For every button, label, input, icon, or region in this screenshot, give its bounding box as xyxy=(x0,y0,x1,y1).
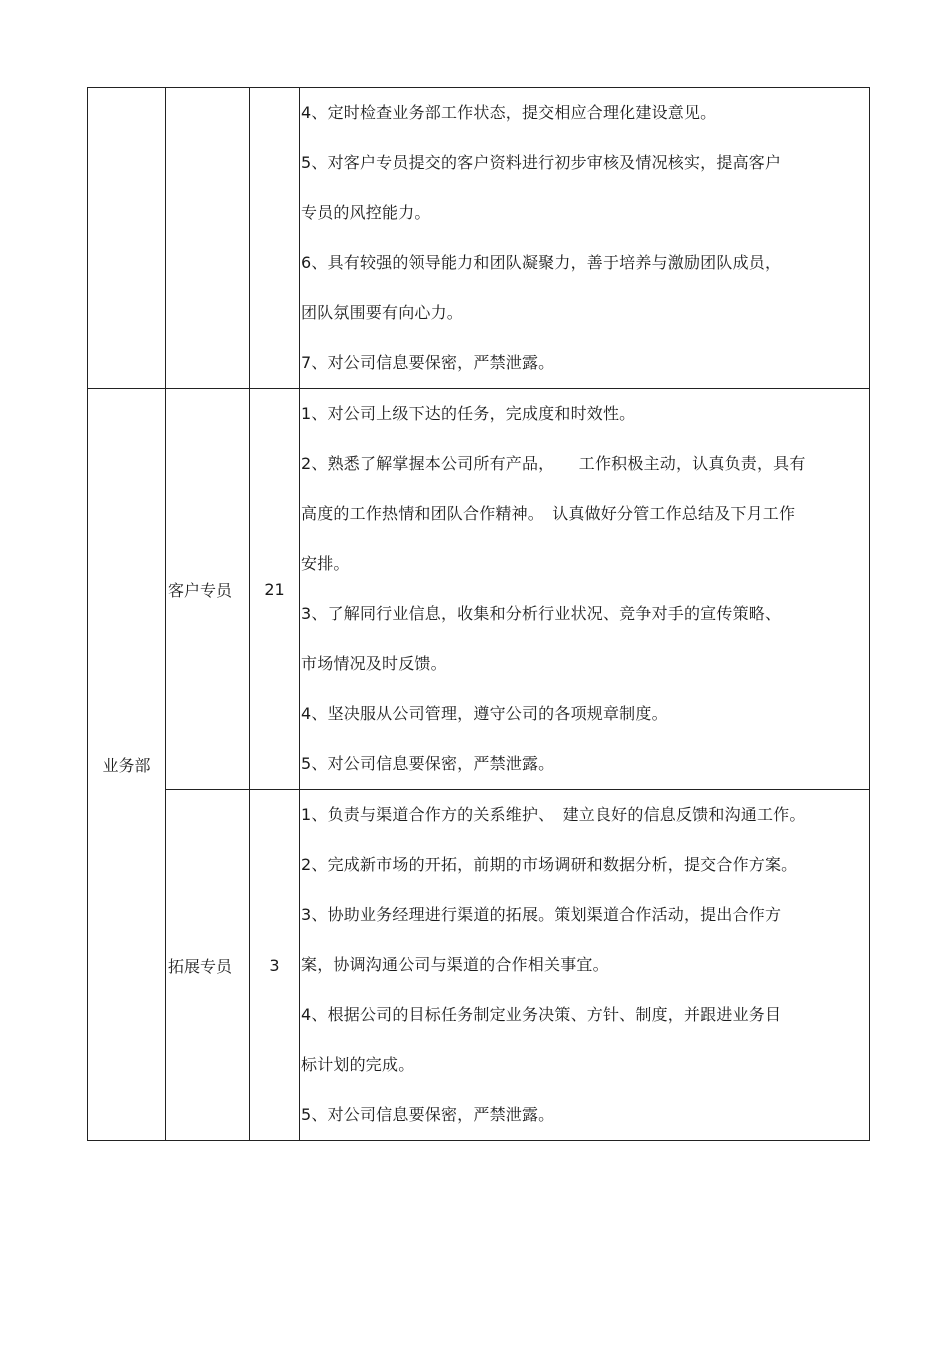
department-cell xyxy=(88,88,166,389)
table-row xyxy=(88,88,870,389)
duty-line: 2、完成新市场的开拓，前期的市场调研和数据分析，提交合作方案。 xyxy=(301,855,798,874)
duty-line: 4、坚决服从公司管理，遵守公司的各项规章制度。 xyxy=(301,704,668,723)
headcount-cell: 3 xyxy=(250,790,300,1141)
duties-cell xyxy=(300,389,870,790)
duty-line: 专员的风控能力。 xyxy=(301,203,431,222)
duty-line: 2、熟悉了解掌握本公司所有产品， 工作积极主动，认真负责，具有 xyxy=(301,454,806,473)
duty-line: 4、定时检查业务部工作状态，提交相应合理化建设意见。 xyxy=(301,103,717,122)
duty-line: 4、根据公司的目标任务制定业务决策、方针、制度，并跟进业务目 xyxy=(301,1005,782,1024)
duty-line: 标计划的完成。 xyxy=(301,1055,415,1074)
duty-line: 高度的工作热情和团队合作精神。 认真做好分管工作总结及下月工作 xyxy=(301,504,796,523)
duties-cell xyxy=(300,790,870,1141)
duty-line: 6、具有较强的领导能力和团队凝聚力，善于培养与激励团队成员， xyxy=(301,253,782,272)
duty-line: 5、对公司信息要保密，严禁泄露。 xyxy=(301,1105,555,1124)
duty-line: 3、了解同行业信息，收集和分析行业状况、竞争对手的宣传策略、 xyxy=(301,604,782,623)
job-duty-table xyxy=(87,87,870,1141)
table-row xyxy=(88,389,870,790)
duty-line: 安排。 xyxy=(301,554,350,573)
duty-list xyxy=(301,790,869,1140)
position-cell: 客户专员 xyxy=(166,389,250,790)
duty-line: 1、对公司上级下达的任务，完成度和时效性。 xyxy=(301,404,636,423)
duty-line: 5、对公司信息要保密，严禁泄露。 xyxy=(301,754,555,773)
duty-list xyxy=(301,88,869,388)
duty-line: 团队氛围要有向心力。 xyxy=(301,303,464,322)
duty-line: 5、对客户专员提交的客户资料进行初步审核及情况核实，提高客户 xyxy=(301,153,782,172)
duty-line: 7、对公司信息要保密，严禁泄露。 xyxy=(301,353,555,372)
duties-cell xyxy=(300,88,870,389)
headcount-cell: 21 xyxy=(250,389,300,790)
table-row xyxy=(88,790,870,1141)
duty-line: 1、负责与渠道合作方的关系维护、 建立良好的信息反馈和沟通工作。 xyxy=(301,805,806,824)
duty-line: 3、协助业务经理进行渠道的拓展。策划渠道合作活动，提出合作方 xyxy=(301,905,782,924)
position-cell xyxy=(166,88,250,389)
department-cell: 业务部 xyxy=(88,389,166,1141)
headcount-cell xyxy=(250,88,300,389)
position-cell: 拓展专员 xyxy=(166,790,250,1141)
duty-line: 市场情况及时反馈。 xyxy=(301,654,447,673)
duty-list xyxy=(301,389,869,789)
duty-line: 案，协调沟通公司与渠道的合作相关事宜。 xyxy=(301,955,609,974)
